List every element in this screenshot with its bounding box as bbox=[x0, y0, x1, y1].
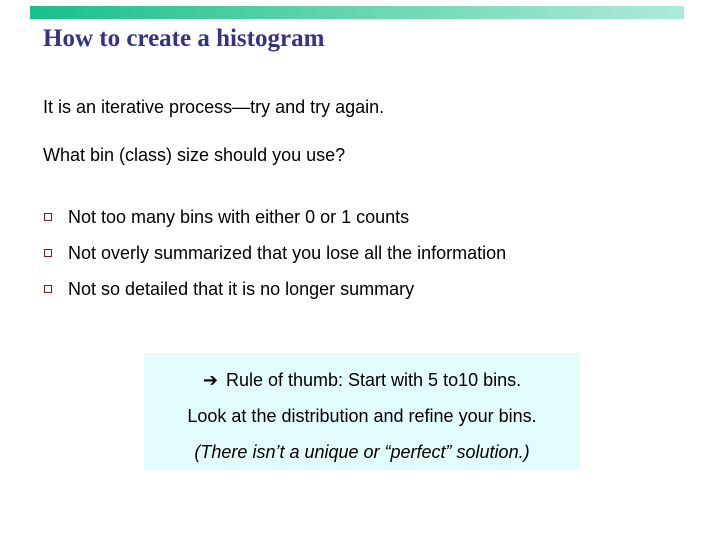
bullet-item bbox=[43, 199, 506, 235]
square-bullet-icon bbox=[44, 249, 52, 257]
bullet-text: Not so detailed that it is no longer summary bbox=[68, 278, 415, 299]
callout-note-text: (There isn’t a unique or “perfect” solution.) bbox=[194, 442, 530, 462]
callout-instruction-text: Look at the distribution and refine your bins. bbox=[187, 406, 537, 426]
bullet-text: Not too many bins with either 0 or 1 counts bbox=[68, 206, 410, 227]
question-text: What bin (class) size should you use? bbox=[43, 145, 346, 165]
right-arrow-icon: ➔ bbox=[202, 370, 218, 390]
title-accent-bar bbox=[30, 6, 684, 19]
slide-title: How to create a histogram bbox=[43, 25, 325, 52]
rule-of-thumb-callout bbox=[144, 353, 580, 470]
bullet-item bbox=[43, 271, 506, 307]
bullet-list bbox=[43, 199, 506, 307]
square-bullet-icon bbox=[44, 285, 52, 293]
intro-text: It is an iterative process—try and try again. bbox=[43, 97, 385, 117]
bullet-text: Not overly summarized that you lose all the information bbox=[68, 242, 507, 263]
square-bullet-icon bbox=[44, 213, 52, 221]
callout-rule-text: Rule of thumb: Start with 5 to10 bins. bbox=[225, 370, 522, 390]
bullet-item bbox=[43, 235, 506, 271]
callout-rule-line bbox=[144, 370, 580, 391]
